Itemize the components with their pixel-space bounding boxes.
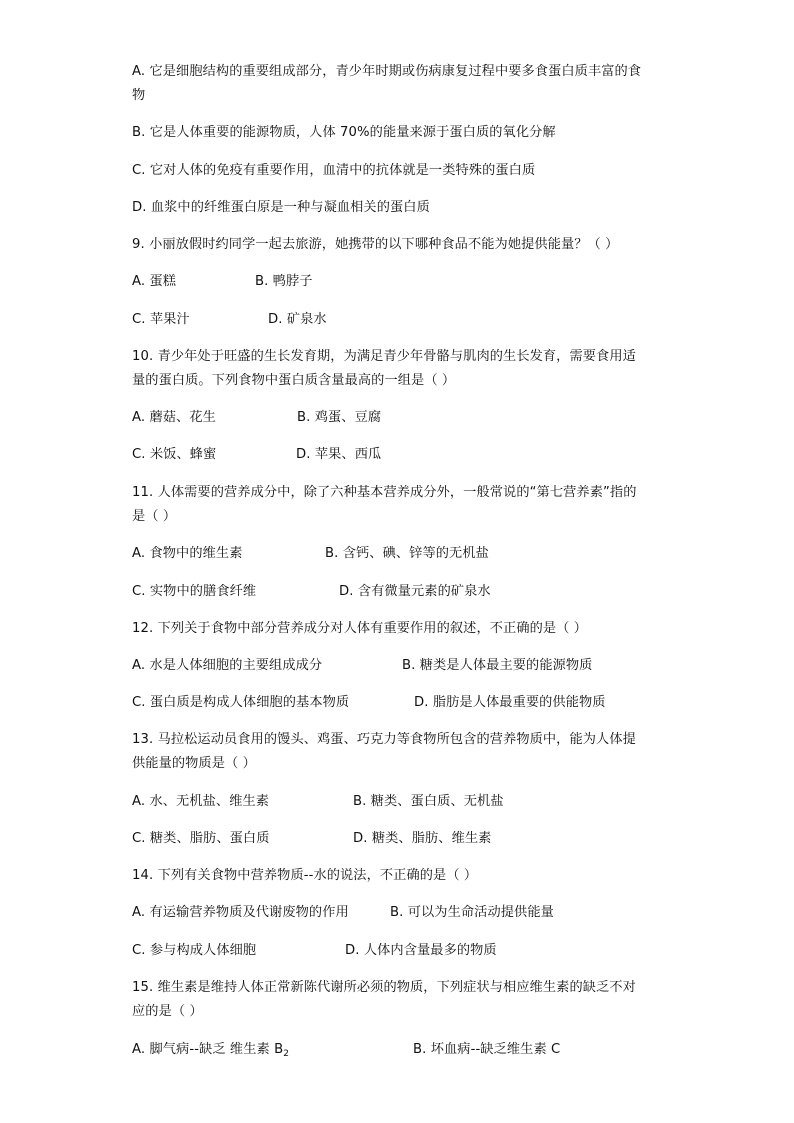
q10-option-a: A. 蘑菇、花生 [132,410,216,425]
q11-stem-line2: 是（ ） [132,509,177,524]
q11-option-a: A. 食物中的维生素 [132,546,243,561]
q12-option-a: A. 水是人体细胞的主要组成成分 [132,658,323,673]
q13-option-a: A. 水、无机盐、维生素 [132,794,270,809]
q14-option-a: A. 有运输营养物质及代谢废物的作用 [132,905,349,920]
q9-option-d: D. 矿泉水 [268,312,327,327]
q8-option-d: D. 血浆中的纤维蛋白原是一种与凝血相关的蛋白质 [132,200,430,215]
q12-stem: 12. 下列关于食物中部分营养成分对人体有重要作用的叙述，不正确的是（ ） [132,621,588,636]
q9-option-c: C. 苹果汁 [132,312,190,327]
q9-stem: 9. 小丽放假时约同学一起去旅游，她携带的以下哪种食品不能为她提供能量？（ ） [132,237,619,252]
q11-option-c: C. 实物中的膳食纤维 [132,584,257,599]
q14-option-b: B. 可以为生命活动提供能量 [390,905,554,920]
q11-option-b: B. 含钙、碘、锌等的无机盐 [325,546,489,561]
q15-option-b: B. 坏血病--缺乏维生素 C [413,1042,561,1057]
q15-option-a-subscript: 2 [283,1049,290,1059]
q13-stem-line1: 13. 马拉松运动员食用的馒头、鸡蛋、巧克力等食物所包含的营养物质中，能为人体提 [132,732,636,747]
q8-option-c: C. 它对人体的免疫有重要作用，血清中的抗体就是一类特殊的蛋白质 [132,163,536,178]
q12-option-b: B. 糖类是人体最主要的能源物质 [402,658,593,673]
q8-option-b: B. 它是人体重要的能源物质，人体 70%的能量来源于蛋白质的氧化分解 [132,125,556,140]
q10-stem-line2: 量的蛋白质。下列食物中蛋白质含量最高的一组是（ ） [132,373,456,388]
q9-option-b: B. 鸭脖子 [255,274,313,289]
q15-option-a [132,1041,289,1063]
q13-stem-line2: 供能量的物质是（ ） [132,756,256,771]
q9-option-a: A. 蛋糕 [132,274,177,289]
q15-stem-line2: 应的是（ ） [132,1004,203,1019]
q14-option-c: C. 参与构成人体细胞 [132,943,257,958]
q11-option-d: D. 含有微量元素的矿泉水 [339,584,491,599]
q14-stem: 14. 下列有关食物中营养物质--水的说法，不正确的是（ ） [132,868,478,883]
q8-option-a-line2: 物 [132,88,146,103]
q10-option-d: D. 苹果、西瓜 [296,447,382,462]
q10-option-c: C. 米饭、蜂蜜 [132,447,217,462]
q14-option-d: D. 人体内含量最多的物质 [345,943,497,958]
q15-stem-line1: 15. 维生素是维持人体正常新陈代谢所必须的物质，下列症状与相应维生素的缺乏不对 [132,980,636,995]
q12-option-c: C. 蛋白质是构成人体细胞的基本物质 [132,695,350,710]
q8-option-a-line1: A. 它是细胞结构的重要组成部分，青少年时期或伤病康复过程中要多食蛋白质丰富的食 [132,64,642,79]
q13-option-c: C. 糖类、脂肪、蛋白质 [132,831,270,846]
q13-option-d: D. 糖类、脂肪、维生素 [353,831,492,846]
q11-stem-line1: 11. 人体需要的营养成分中，除了六种基本营养成分外，一般常说的“第七营养素”指的 [132,485,637,500]
q15-option-a-text: A. 脚气病--缺乏 维生素 B [132,1042,284,1057]
q10-stem-line1: 10. 青少年处于旺盛的生长发育期，为满足青少年骨骼与肌肉的生长发育，需要食用适 [132,349,636,364]
q12-option-d: D. 脂肪是人体最重要的供能物质 [414,695,606,710]
q10-option-b: B. 鸡蛋、豆腐 [297,410,382,425]
q13-option-b: B. 糖类、蛋白质、无机盐 [353,794,504,809]
